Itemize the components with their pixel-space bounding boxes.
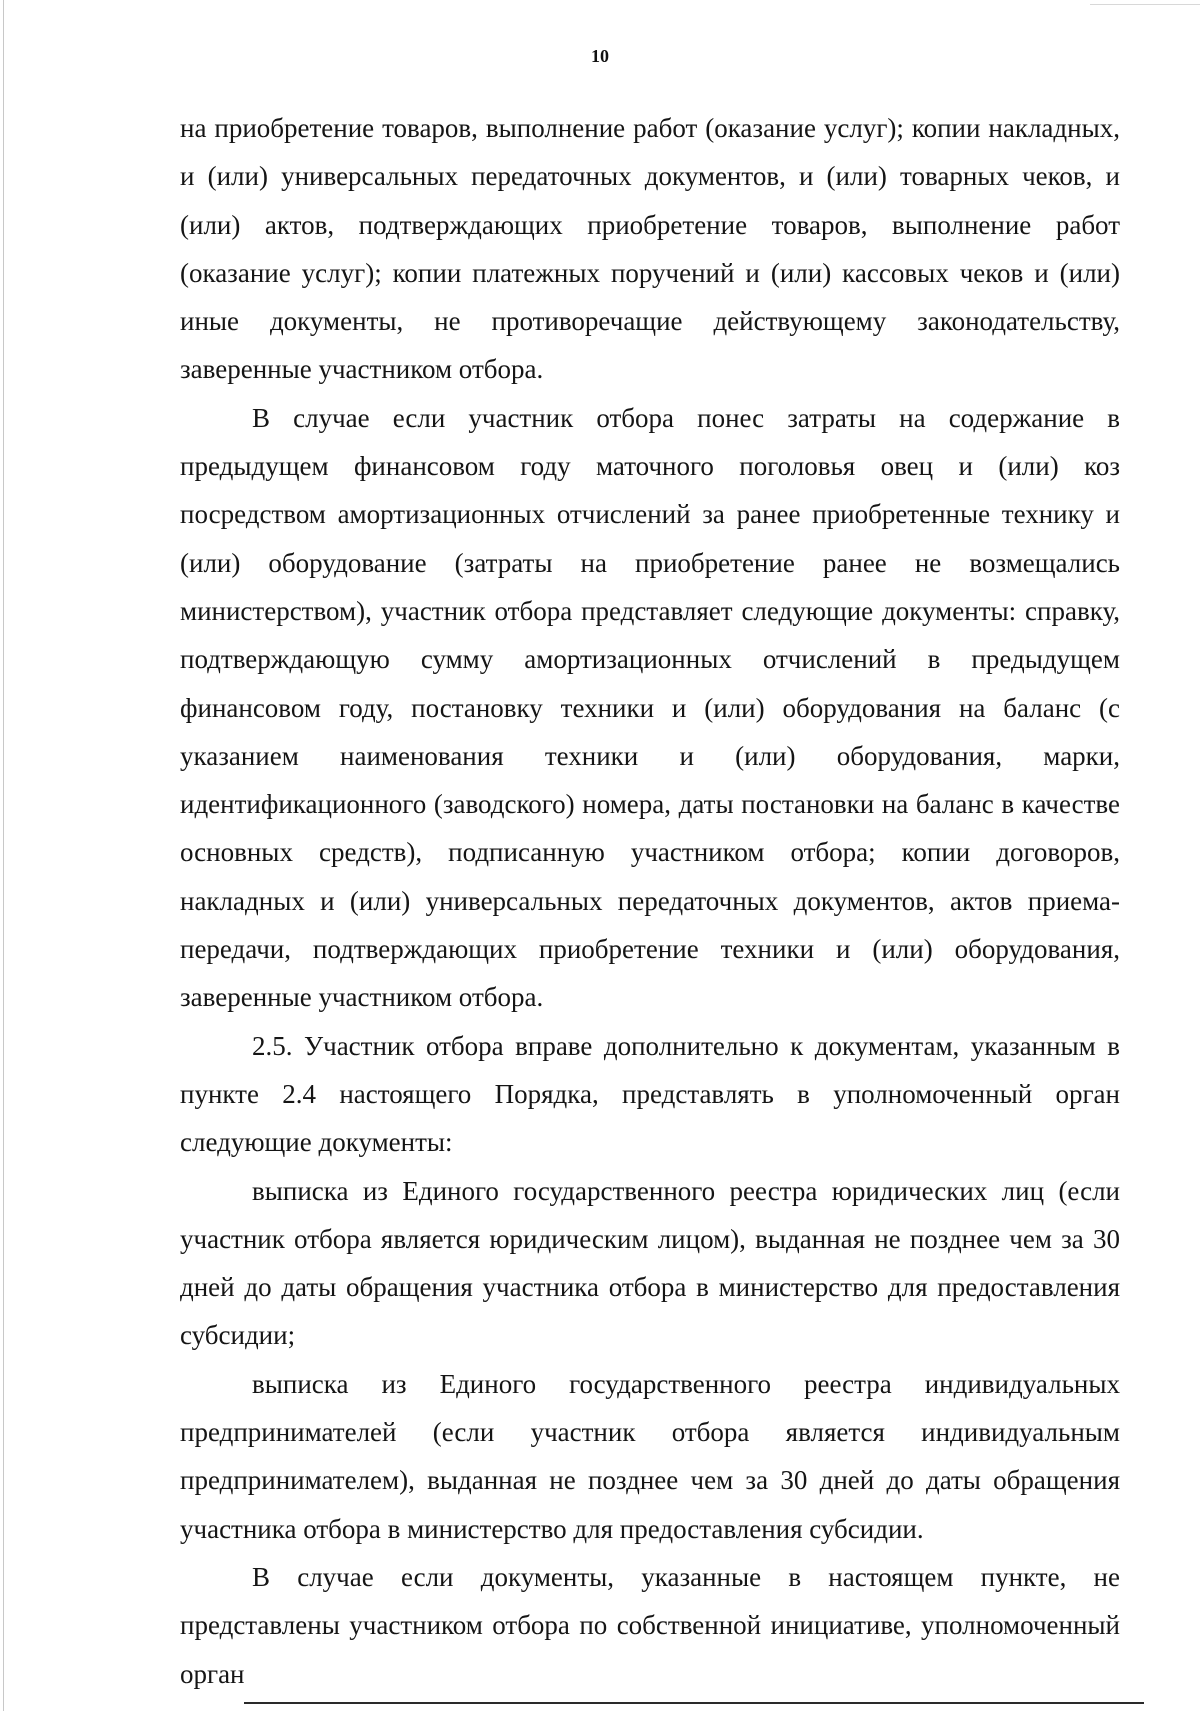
footer-rule [244,1702,1144,1704]
scan-edge-line [3,0,4,1711]
paragraph-continuation: на приобретение товаров, выполнение работ (оказание услуг); копии накладных, и (или) универсальных передаточных документов, и (или) товарных чеков, и (или) актов, подтверждающих приобретение товаров, выполнение работ (оказание услуг); копии платежных поручений и (или) кассовых чеков и (или) иные документы, не противоречащие действующему законодательству, заверенные участником отбора. [180,113,1120,385]
paragraph-egrul-extract: выписка из Единого государственного реестра юридических лиц (если участник отбора является юридическим лицом), выданная не позднее чем за 30 дней до даты обращения участника отбора в министерство для предоставления субсидии; [180,1175,1120,1351]
paragraph-clause-2-5: 2.5. Участник отбора вправе дополнительно к документам, указанным в пункте 2.4 настоящего Порядка, представлять в уполномоченный орган следующие документы: [180,1030,1120,1158]
paragraph-not-submitted: В случае если документы, указанные в настоящем пункте, не представлены участником отбора по собственной инициативе, уполномоченный орган [180,1561,1120,1689]
page-number: 10 [591,46,609,66]
paragraph-amortization: В случае если участник отбора понес затраты на содержание в предыдущем финансовом году маточного поголовья овец и (или) коз посредством амортизационных отчислений за ранее приобретенные технику и (или) оборудование (затраты на приобретение ранее не возмещались министерством), участник отбора представляет следующие документы: справку, подтверждающую сумму амортизационных отчислений в предыдущем финансовом году, постановку техники и (или) оборудования на баланс (с указанием наименования техники и (или) оборудования, марки, идентификационного (заводского) номера, даты постановки на баланс в качестве основных средств), подписанную участником отбора; копии договоров, накладных и (или) универсальных передаточных документов, актов приема-передачи, подтверждающих приобретение техники и (или) оборудования, заверенные участником отбора. [180,402,1120,1013]
paragraph-egrip-extract: выписка из Единого государственного реестра индивидуальных предпринимателей (если участник отбора является индивидуальным предпринимателем), выданная не позднее чем за 30 дней до даты обращения участника отбора в министерство для предоставления субсидии. [180,1368,1120,1544]
document-body [180,104,1120,1698]
scan-top-line [1090,4,1200,5]
